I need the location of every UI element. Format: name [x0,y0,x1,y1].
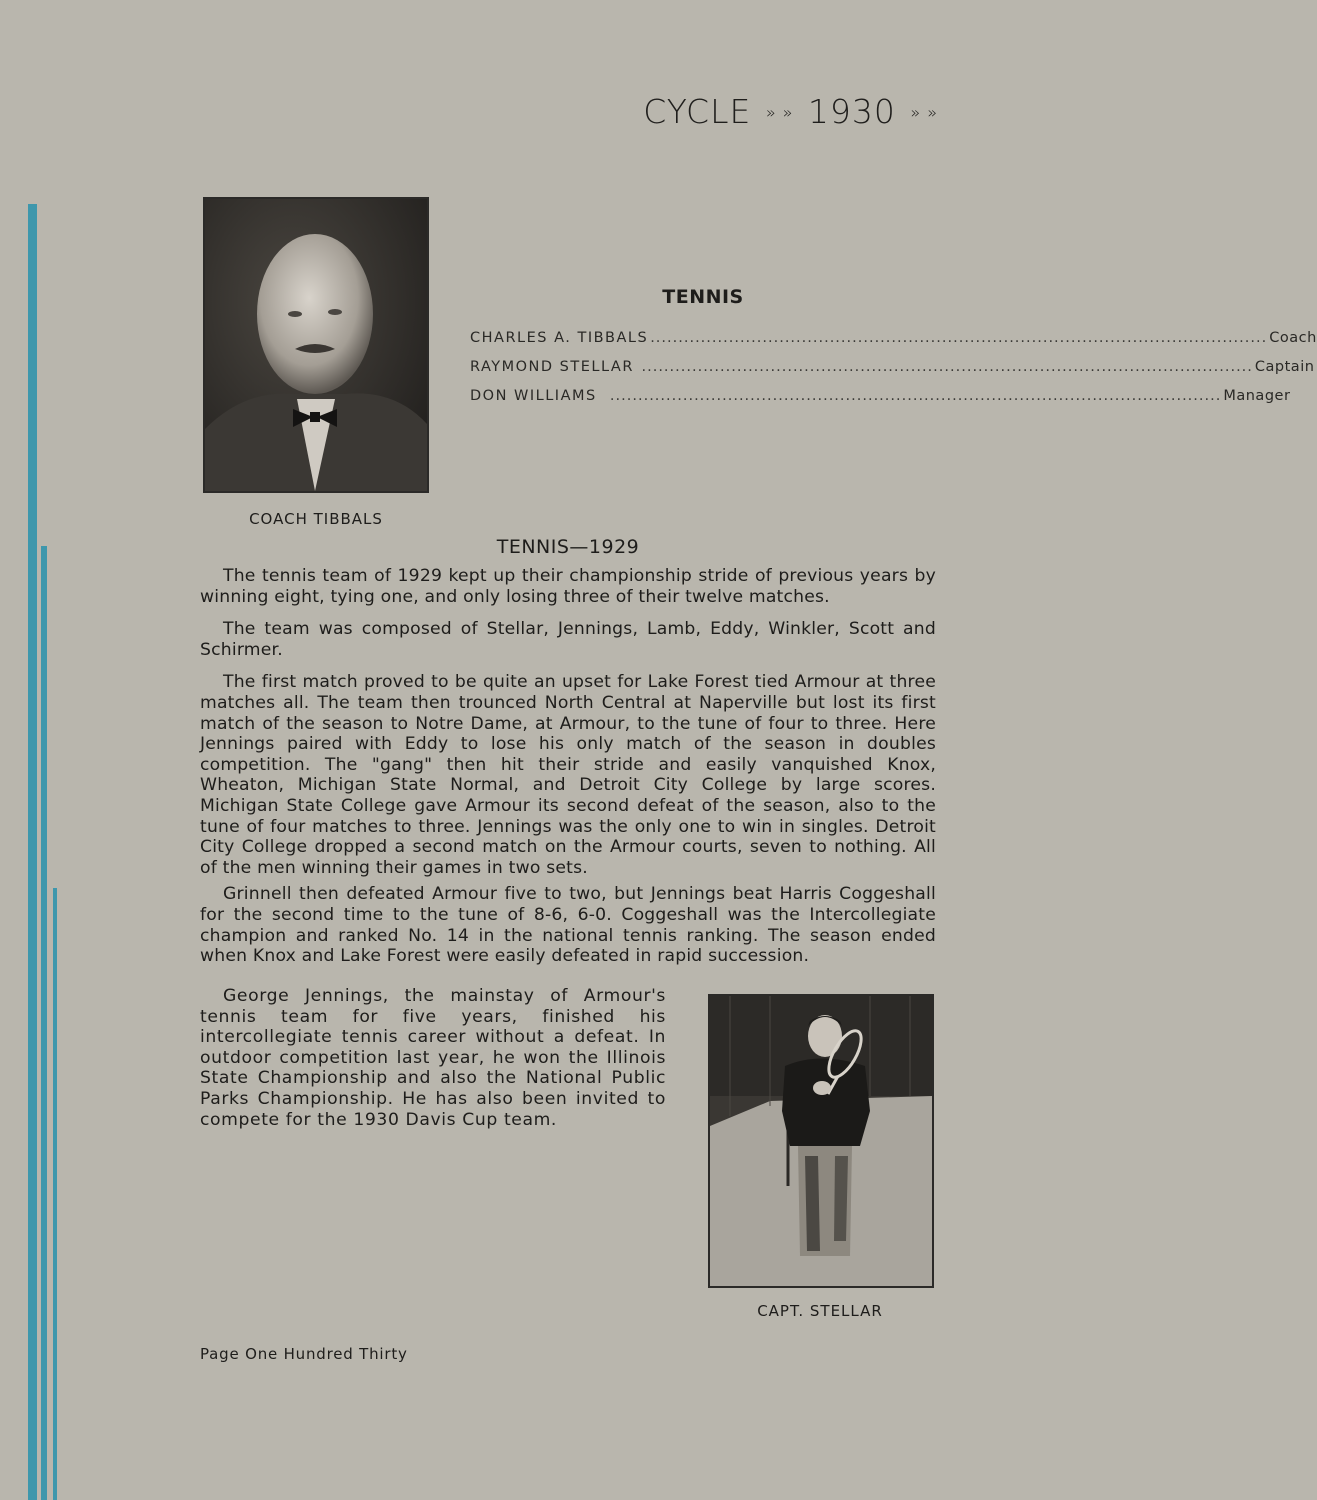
chevron-icon: » [927,103,938,122]
article-paragraph: The first match proved to be quite an upset for Lake Forest tied Armour at three matches all. The team then trounced North Central at Naperville but lost its first match of the season to Notre Dame, at Armour, to the tune of four to three. Here Jennings paired with Eddy to lose his only match of the season in doubles competition. The "gang" then hit their stride and easily vanquished Knox, Wheaton, Michigan State Normal, and Detroit City College by large scores. Michigan State College gave Armour its second defeat of the season, also to the tune of four matches to three. Jennings was the only one to win in singles. Detroit City College dropped a second match on the Armour courts, seven to nothing. All of the men winning their games in two sets. [200,672,936,878]
article-title: TENNIS—1929 [496,536,640,558]
article-body [200,566,936,979]
header-word: CYCLE [643,92,752,131]
header-year: 1930 [807,92,896,131]
article-paragraph: George Jennings, the mainstay of Armour's tennis team for five years, finished his intercollegiate tennis career without a defeat. In outdoor competition last year, he won the Illinois State Championship and also the National Public Parks Championship. He has also been invited to compete for the 1930 Davis Cup team. [200,986,666,1130]
chevron-icon: » [782,103,794,122]
page-number: Page One Hundred Thirty [200,1345,408,1363]
leader-dots: ............................................................................................................. [598,388,1222,404]
captain-caption: CAPT. STELLAR [757,1302,883,1320]
roster-role: Captain [1254,359,1315,375]
chevron-icon: » [765,103,777,122]
roster-row [470,388,1291,417]
roster-title: TENNIS [662,286,744,308]
decorative-bar-3 [53,888,57,1500]
article-paragraph: Grinnell then defeated Armour five to two, but Jennings beat Harris Coggeshall for the second time to the tune of 8-6, 6-0. Coggeshall was the Intercollegiate champion and ranked No. 14 in the national tennis ranking. The season ended when Knox and Lake Forest were easily defeated in rapid succession. [200,884,936,967]
roster-name: DON WILLIAMS [470,388,597,404]
roster-role: Manager [1223,388,1291,404]
decorative-bar-1 [28,204,37,1500]
leader-dots: ............................................................................................................. [635,359,1253,375]
roster-row [470,359,1315,388]
jennings-paragraph-block [200,986,666,1130]
roster-list [470,330,1317,417]
leader-dots: .............................................................................................................. [650,330,1268,346]
page-header [643,92,941,131]
roster-role: Coach [1269,330,1317,346]
coach-photo [203,197,429,493]
article-paragraph: The tennis team of 1929 kept up their championship stride of previous years by winning eight, tying one, and only losing three of their twelve matches. [200,566,936,607]
roster-row [470,330,1317,359]
article-paragraph: The team was composed of Stellar, Jennings, Lamb, Eddy, Winkler, Scott and Schirmer. [200,619,936,660]
captain-photo [708,994,934,1288]
roster-name: RAYMOND STELLAR [470,359,634,375]
chevron-icon: » [910,103,922,122]
roster-name: CHARLES A. TIBBALS [470,330,649,346]
decorative-bar-2 [41,546,47,1500]
coach-caption: COACH TIBBALS [249,510,383,528]
